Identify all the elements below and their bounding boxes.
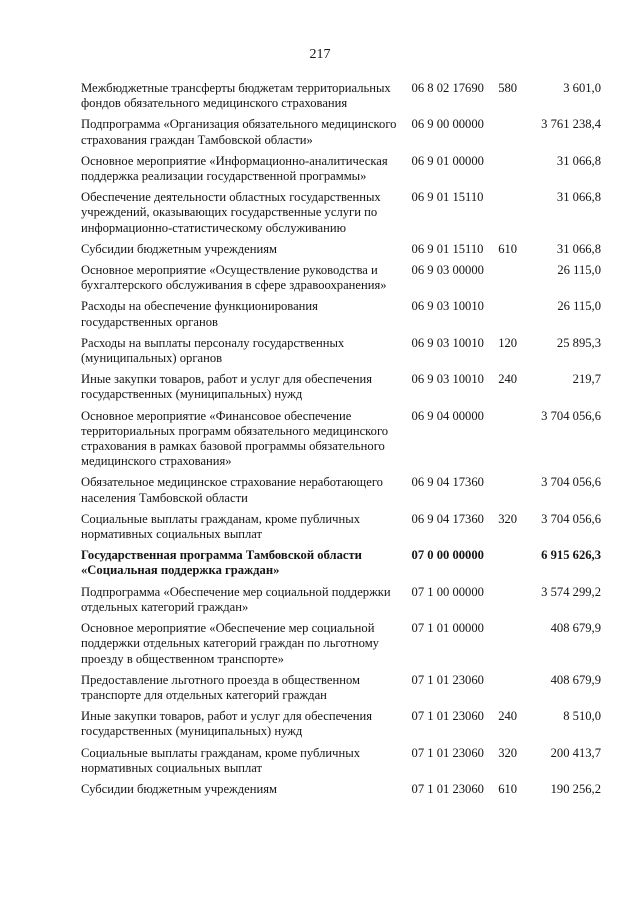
table-row	[81, 336, 601, 372]
row-name: Предоставление льготного проезда в общественном транспорте для отдельных категорий граждан	[81, 672, 360, 702]
row-name: Расходы на выплаты персоналу государственных (муниципальных) органов	[81, 335, 345, 366]
row-type: 320	[498, 511, 518, 526]
table-row	[81, 409, 601, 476]
row-type	[498, 263, 534, 299]
row-type: 240	[498, 709, 518, 724]
row-type: 120	[498, 335, 518, 350]
row-amount: 31 066,8	[556, 241, 601, 256]
table-row	[81, 154, 601, 190]
row-name: Социальные выплаты гражданам, кроме публичных нормативных социальных выплат	[81, 511, 360, 542]
table-row	[81, 299, 601, 335]
row-code: 07 0 00 00000	[411, 548, 484, 563]
row-amount: 200 413,7	[550, 745, 601, 760]
row-name: Основное мероприятие «Финансовое обеспечение территориальных программ обязательного медицинского страхования в рамках базовой программы обязательного медицинского страхования»	[81, 408, 389, 469]
row-code: 07 1 01 23060	[411, 709, 484, 724]
row-name: Социальные выплаты гражданам, кроме публичных нормативных социальных выплат	[81, 745, 360, 775]
row-amount: 408 679,9	[550, 672, 601, 687]
row-amount: 3 601,0	[563, 81, 601, 95]
row-amount: 219,7	[572, 372, 601, 387]
row-type: 240	[498, 372, 518, 387]
row-name: Основное мероприятие «Осуществление руководства и бухгалтерского обслуживания в сфере здравоохранения»	[81, 263, 387, 293]
row-type: 610	[498, 781, 518, 796]
table-row	[81, 746, 601, 782]
row-code: 07 1 01 23060	[411, 672, 484, 687]
row-code: 06 9 03 00000	[411, 263, 484, 278]
row-name: Межбюджетные трансферты бюджетам территориальных фондов обязательного медицинского страхования	[81, 81, 391, 111]
row-amount: 8 510,0	[563, 709, 601, 724]
row-name: Основное мероприятие «Обеспечение мер социальной поддержки отдельных категорий граждан по льготному проезду в общественном транспорте»	[81, 621, 379, 666]
row-name: Подпрограмма «Организация обязательного медицинского страхования граждан Тамбовской области»	[81, 117, 397, 147]
row-name: Основное мероприятие «Информационно-аналитическая поддержка реализации государственной программы»	[81, 153, 388, 184]
row-code: 06 9 04 17360	[411, 511, 484, 526]
row-amount: 26 115,0	[557, 299, 601, 314]
row-amount: 6 915 626,3	[541, 548, 601, 563]
row-code: 07 1 01 23060	[411, 745, 484, 760]
table-row	[81, 673, 601, 709]
table-row	[81, 512, 601, 548]
row-type	[498, 154, 534, 190]
row-code: 06 9 01 00000	[411, 153, 484, 168]
table-row	[81, 585, 601, 621]
row-code: 06 9 03 10010	[411, 372, 484, 387]
row-type	[498, 117, 534, 153]
row-amount: 3 704 056,6	[541, 408, 601, 423]
row-code: 07 1 01 00000	[411, 621, 484, 636]
table-row	[81, 372, 601, 408]
row-name: Подпрограмма «Обеспечение мер социальной поддержки отдельных категорий граждан»	[81, 584, 391, 614]
row-type	[498, 621, 534, 673]
row-type	[498, 299, 534, 335]
page-number: 217	[309, 47, 331, 62]
row-type: 610	[498, 241, 518, 256]
row-code: 06 9 01 15110	[411, 241, 484, 256]
row-code: 06 9 03 10010	[411, 335, 484, 350]
row-amount: 31 066,8	[556, 153, 601, 168]
row-code: 06 9 04 00000	[411, 408, 484, 423]
table-row	[81, 190, 601, 242]
row-amount: 31 066,8	[556, 190, 601, 205]
row-name: Государственная программа Тамбовской области «Социальная поддержка граждан»	[81, 548, 362, 578]
table-row	[81, 81, 601, 117]
table-row	[81, 782, 601, 803]
row-code: 07 1 00 00000	[411, 584, 484, 599]
row-name: Субсидии бюджетным учреждениям	[81, 241, 277, 256]
table-row	[81, 242, 601, 263]
row-amount: 408 679,9	[550, 621, 601, 636]
row-name: Обеспечение деятельности областных государственных учреждений, оказывающих государственные услуги по информационно-статистическому обслуживанию	[81, 190, 381, 235]
row-amount: 3 704 056,6	[541, 475, 601, 490]
row-type	[498, 548, 534, 584]
budget-table	[81, 81, 601, 803]
row-code: 06 9 03 10010	[411, 299, 484, 314]
row-type: 580	[498, 81, 518, 95]
row-amount: 25 895,3	[556, 335, 601, 350]
row-type	[498, 409, 534, 476]
row-type	[498, 673, 534, 709]
table-row	[81, 117, 601, 153]
row-type	[498, 190, 534, 242]
row-type	[498, 585, 534, 621]
row-code: 06 9 01 15110	[411, 190, 484, 205]
row-amount: 26 115,0	[557, 263, 601, 278]
row-name: Иные закупки товаров, работ и услуг для обеспечения государственных (муниципальных) нужд	[81, 372, 373, 402]
row-amount: 3 761 238,4	[541, 117, 601, 132]
row-type: 320	[498, 745, 518, 760]
row-name: Обязательное медицинское страхование неработающего населения Тамбовской области	[81, 475, 383, 505]
table-row	[81, 621, 601, 673]
row-code: 06 8 02 17690	[411, 81, 484, 95]
row-amount: 190 256,2	[550, 781, 601, 796]
table-row	[81, 263, 601, 299]
row-amount: 3 704 056,6	[541, 511, 601, 526]
table-row-program-total	[81, 548, 601, 584]
row-name: Субсидии бюджетным учреждениям	[81, 781, 277, 796]
row-name: Расходы на обеспечение функционирования государственных органов	[81, 299, 318, 329]
row-code: 06 9 04 17360	[411, 475, 484, 490]
table-row	[81, 475, 601, 511]
row-code: 07 1 01 23060	[411, 781, 484, 796]
row-type	[498, 475, 534, 511]
row-code: 06 9 00 00000	[411, 117, 484, 132]
row-amount: 3 574 299,2	[541, 584, 601, 599]
row-name: Иные закупки товаров, работ и услуг для обеспечения государственных (муниципальных) нужд	[81, 709, 373, 739]
table-row	[81, 709, 601, 745]
